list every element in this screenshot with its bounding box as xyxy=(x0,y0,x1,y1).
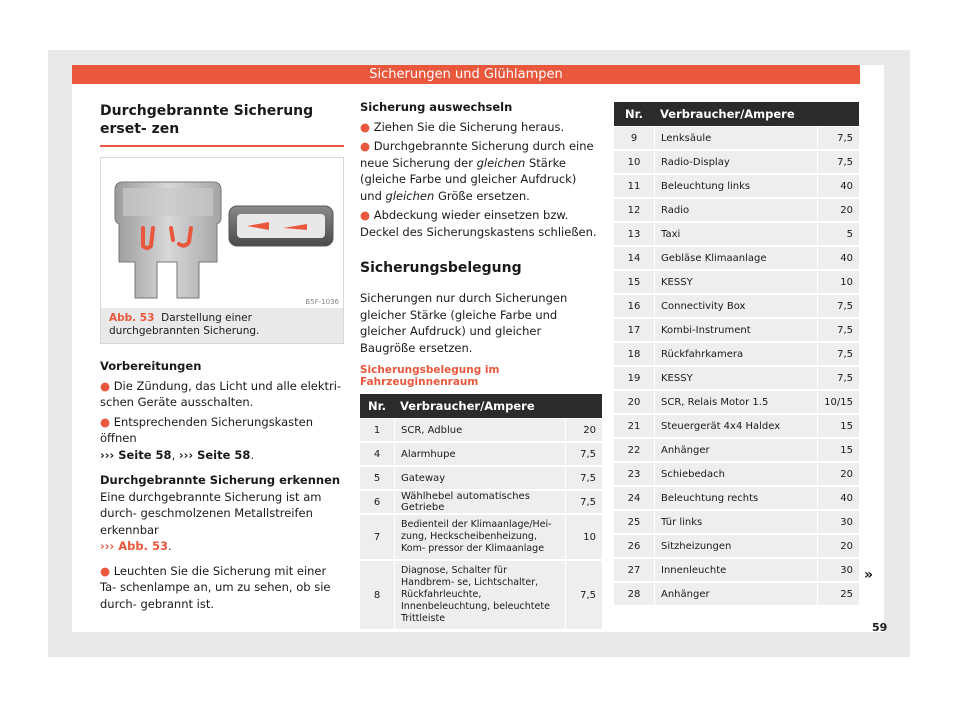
table-row: 8 Diagnose, Schalter für Handbrem- se, Lichtschalter, Rückfahrleuchte, Innenbeleuchtung, beleuchtete Trittleiste 7,5 xyxy=(360,561,602,630)
table-label: Sicherungsbelegung im Fahrzeuginnenraum xyxy=(360,364,500,388)
assignment-heading: Sicherungsbelegung xyxy=(360,260,522,276)
col-header-nr: Nr. xyxy=(614,102,654,126)
left-body xyxy=(100,358,344,612)
table-row: 28 Anhänger 25 xyxy=(614,583,859,606)
table-row: 25 Tür links 30 xyxy=(614,511,859,534)
figure-caption xyxy=(101,308,343,343)
table-header-row xyxy=(360,394,602,418)
table-row: 19 KESSY 7,5 xyxy=(614,367,859,390)
fuse-table-interior xyxy=(360,393,602,631)
detect-text: Eine durchgebrannte Sicherung ist am durch- geschmolzenen Metallstreifen erkennbar ››› Abb. 53. xyxy=(100,489,322,553)
section-rule xyxy=(100,145,344,147)
blown-fuse-icon xyxy=(101,158,343,308)
section-title: Durchgebrannte Sicherung erset- zen xyxy=(100,103,314,137)
fuse-illustration xyxy=(101,158,343,308)
table-row: 21 Steuergerät 4x4 Haldex 15 xyxy=(614,415,859,438)
table-row: 23 Schiebedach 20 xyxy=(614,463,859,486)
figure-label: Abb. 53 xyxy=(109,312,155,324)
col-header-nr: Nr. xyxy=(360,394,394,418)
table-row: 11 Beleuchtung links 40 xyxy=(614,175,859,198)
figure-caption-text: Darstellung einer durchgebrannten Sicherung. xyxy=(109,312,260,337)
replace-bullet-1: ● Ziehen Sie die Sicherung heraus. xyxy=(360,119,565,134)
replace-section xyxy=(360,99,600,240)
table-row: 12 Radio 20 xyxy=(614,199,859,222)
table-row: 24 Beleuchtung rechts 40 xyxy=(614,487,859,510)
col-header-desc: Verbraucher/Ampere xyxy=(394,394,602,418)
table-row: 5 Gateway 7,5 xyxy=(360,467,602,490)
table-row: 15 KESSY 10 xyxy=(614,271,859,294)
figure-code: B5F-1036 xyxy=(305,298,339,306)
table-row: 9 Lenksäule 7,5 xyxy=(614,127,859,150)
page-ref-link[interactable]: ››› Seite 58 xyxy=(100,447,172,462)
middle-column xyxy=(360,99,600,631)
table-row: 18 Rückfahrkamera 7,5 xyxy=(614,343,859,366)
table-row: 20 SCR, Relais Motor 1.5 10/15 xyxy=(614,391,859,414)
table-row: 13 Taxi 5 xyxy=(614,223,859,246)
table-row: 1 SCR, Adblue 20 xyxy=(360,419,602,442)
table-row: 26 Sitzheizungen 20 xyxy=(614,535,859,558)
replace-bullet-3: ● Abdeckung wieder einsetzen bzw. Deckel des Sicherungskastens schließen. xyxy=(360,208,597,239)
detect-heading: Durchgebrannte Sicherung erkennen xyxy=(100,473,341,487)
assignment-text: Sicherungen nur durch Sicherungen gleicher Stärke (gleiche Farbe und gleicher Aufdruck) und gleicher Baugröße ersetzen. xyxy=(360,291,568,355)
figure-ref-link[interactable]: ››› Abb. 53 xyxy=(100,539,168,553)
right-column xyxy=(614,101,859,607)
table-row: 16 Connectivity Box 7,5 xyxy=(614,295,859,318)
page-ref-link[interactable]: ››› Seite 58 xyxy=(178,447,251,462)
fuse-table-continued xyxy=(614,101,859,607)
replace-heading: Sicherung auswechseln xyxy=(360,100,513,114)
chapter-header: Sicherungen und Glühlampen xyxy=(72,65,860,84)
prep-bullet-2: ● Entsprechenden Sicherungskasten öffnen ››› Seite 58, ››› Seite 58. xyxy=(100,414,314,462)
table-row: 7 Bedienteil der Klimaanlage/Hei- zung, Heckscheibenheizung, Kom- pressor der Klimaanlage 10 xyxy=(360,515,602,560)
col-header-desc: Verbraucher/Ampere xyxy=(654,102,859,126)
table-row: 14 Gebläse Klimaanlage 40 xyxy=(614,247,859,270)
table-row: 10 Radio-Display 7,5 xyxy=(614,151,859,174)
table-row: 17 Kombi-Instrument 7,5 xyxy=(614,319,859,342)
replace-bullet-2: ● Durchgebrannte Sicherung durch eine neue Sicherung der gleichen Stärke (gleiche Farbe und gleicher Aufdruck) und gleichen Größe ersetzen. xyxy=(360,139,594,203)
left-column xyxy=(100,102,344,612)
continue-mark: » xyxy=(864,567,874,583)
page-number: 59 xyxy=(872,621,888,634)
table-row: 4 Alarmhupe 7,5 xyxy=(360,443,602,466)
figure-53 xyxy=(100,157,344,344)
table-row: 22 Anhänger 15 xyxy=(614,439,859,462)
prep-heading: Vorbereitungen xyxy=(100,359,202,373)
table-header-row xyxy=(614,102,859,126)
detect-bullet: ● Leuchten Sie die Sicherung mit einer Ta- schenlampe an, um zu sehen, ob sie durch- gebrannt ist. xyxy=(100,563,331,611)
table-row: 27 Innenleuchte 30 xyxy=(614,559,859,582)
table-row: 6 Wählhebel automatisches Getriebe 7,5 xyxy=(360,491,602,514)
prep-bullet-1: ● Die Zündung, das Licht und alle elektri- schen Geräte ausschalten. xyxy=(100,378,342,409)
